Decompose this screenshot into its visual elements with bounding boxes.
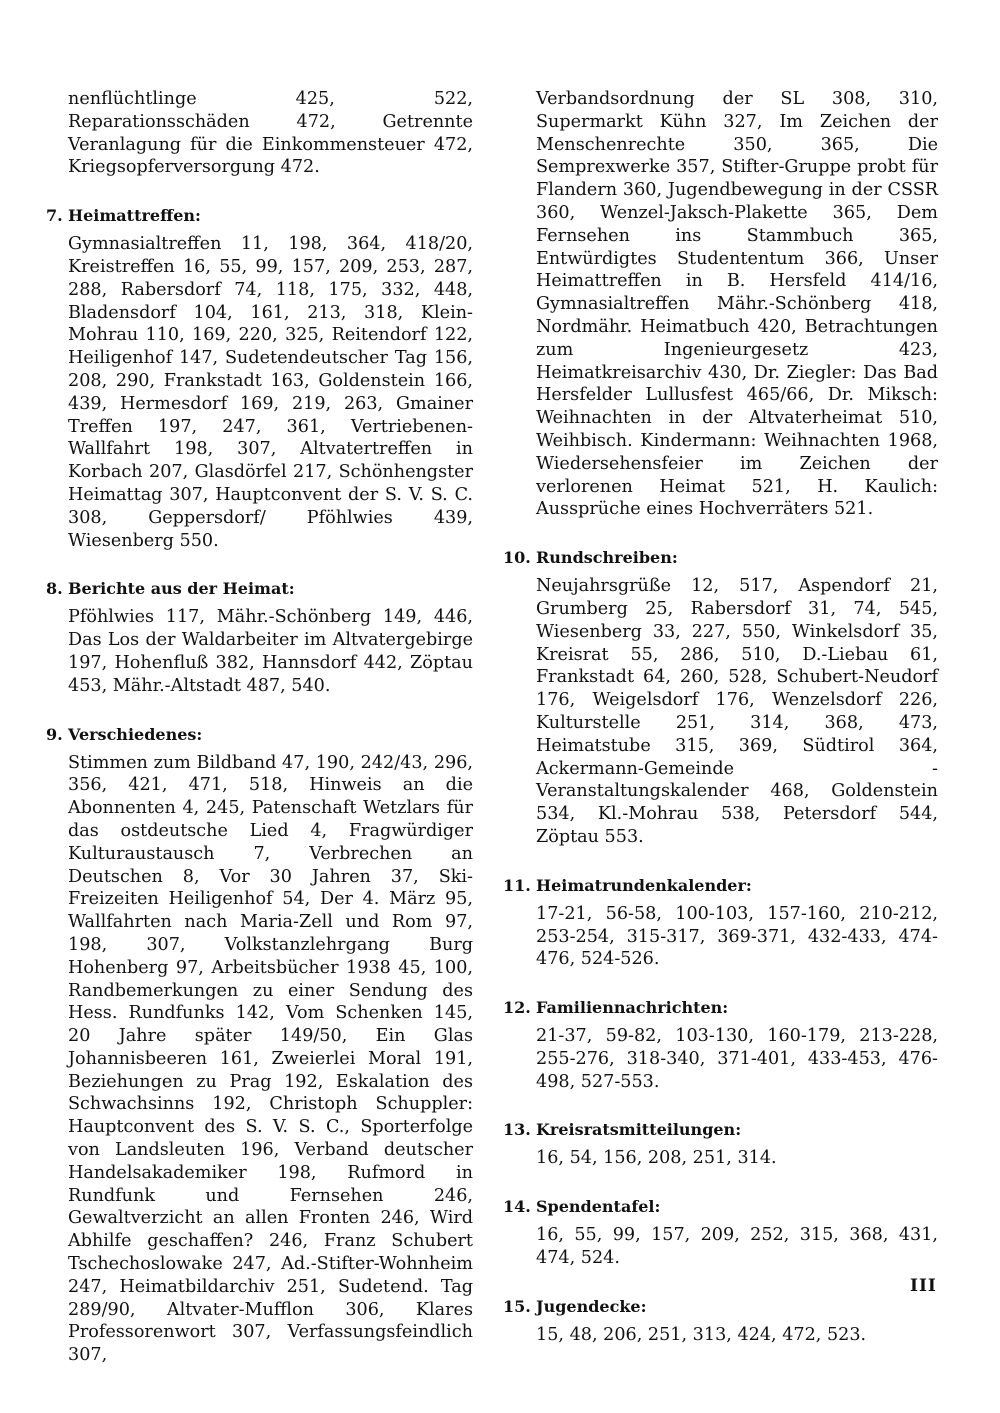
section-heading bbox=[503, 547, 938, 569]
section-body: 15, 48, 206, 251, 313, 424, 472, 523. bbox=[536, 1324, 867, 1345]
section-number: 9. bbox=[46, 724, 63, 744]
section-number: 7. bbox=[46, 206, 63, 226]
section-heading bbox=[503, 997, 938, 1019]
section-title: Verschiedenes: bbox=[68, 724, 203, 744]
section-jugendecke bbox=[503, 1296, 938, 1347]
section-number: 12. bbox=[503, 998, 531, 1018]
section-heading bbox=[503, 875, 938, 897]
section-body: 16, 55, 99, 157, 209, 252, 315, 368, 431, 474, 524. bbox=[536, 1225, 938, 1269]
section-number: 11. bbox=[503, 875, 531, 895]
section-number: 15. bbox=[503, 1296, 531, 1316]
section-heading bbox=[46, 578, 473, 600]
section-title: Rundschreiben: bbox=[536, 548, 678, 568]
section-kreisratsmitteilungen bbox=[503, 1119, 938, 1170]
continued-text: nenflüchtlinge 425, 522, Reparationsschäden 472, Getrennte Veranlagung für die Einkommensteuer 472, Kriegsopferversorgung 472. bbox=[68, 89, 473, 178]
section-body: 17-21, 56-58, 100-103, 157-160, 210-212, 253-254, 315-317, 369-371, 432-433, 474-476, 524-526. bbox=[536, 903, 938, 970]
section-body: 16, 54, 156, 208, 251, 314. bbox=[536, 1148, 777, 1169]
section-title: Kreisratsmitteilungen: bbox=[536, 1120, 742, 1140]
section-body: Neujahrsgrüße 12, 517, Aspendorf 21, Grumberg 25, Rabersdorf 31, 74, 545, Wiesenberg 33, 227, 550, Winkelsdorf 35, Kreisrat 55, 286, 510, D.-Liebau 61, Frankstadt 64, 260, 528, Schubert-Neudorf 176, Weigelsdorf 176, Wenzelsdorf 226, Kulturstelle 251, 314, 368, 473, Heimatstube 315, 369, Südtirol 364, Ackermann-Gemeinde - Veranstaltungskalender 468, Goldenstein 534, Kl.-Mohrau 538, Petersdorf 544, Zöptau 553. bbox=[536, 576, 938, 847]
section-title: Heimatrundenkalender: bbox=[536, 875, 752, 895]
section-body: Stimmen zum Bildband 47, 190, 242/43, 296, 356, 421, 471, 518, Hinweis an die Abonnenten 4, 245, Patenschaft Wetzlars für das ostdeutsche Lied 4, Fragwürdiger Kulturaustausch 7, Verbrechen an Deutschen 8, Vor 30 Jahren 37, Ski-Freizeiten Heiligenhof 54, Der 4. März 95, Wallfahrten nach Maria-Zell und Rom 97, 198, 307, Volkstanzlehrgang Burg Hohenberg 97, Arbeitsbücher 1938 45, 100, Randbemerkungen zu einer Sendung des Hess. Rundfunks 142, Vom Schenken 145, 20 Jahre später 149/50, Ein Glas Johannisbeeren 161, Zweierlei Moral 191, Beziehungen zu Prag 192, Eskalation des Schwachsinns 192, Christoph Schuppler: Hauptconvent des S. V. S. C., Sporterfolge von Landsleuten 196, Verband deutscher Handelsakademiker 198, Rufmord in Rundfunk und Fernsehen 246, Gewaltverzicht an allen Fronten 246, Wird Abhilfe geschaffen? 246, Franz Schubert Tschechoslowake 247, Ad.-Stifter-Wohnheim 247, Heimatbildarchiv 251, Sudetend. Tag 289/90, Altvater-Mufflon 306, Klares Professorenwort 307, Verfassungsfeindlich 307, bbox=[68, 752, 473, 1366]
section-title: Berichte aus der Heimat: bbox=[68, 579, 295, 599]
section-title: Spendentafel: bbox=[536, 1197, 661, 1217]
section-heimattreffen bbox=[46, 205, 473, 552]
section-title: Heimattreffen: bbox=[68, 206, 201, 226]
section-berichte-aus-der-heimat bbox=[46, 578, 473, 697]
section-spendentafel bbox=[503, 1196, 938, 1270]
section-number: 13. bbox=[503, 1120, 531, 1140]
section-number: 14. bbox=[503, 1197, 531, 1217]
section-body: Pföhlwies 117, Mähr.-Schönberg 149, 446, Das Los der Waldarbeiter im Altvatergebirge 197, Hohenfluß 382, Hannsdorf 442, Zöptau 453, Mähr.-Altstadt 487, 540. bbox=[68, 607, 473, 696]
section-number: 8. bbox=[46, 579, 63, 599]
section-heading bbox=[46, 724, 473, 746]
section-heading bbox=[503, 1119, 938, 1141]
section-heimatrundenkalender bbox=[503, 875, 938, 971]
section-body: Gymnasialtreffen 11, 198, 364, 418/20, Kreistreffen 16, 55, 99, 157, 209, 253, 287, 288, Rabersdorf 74, 118, 175, 332, 448, Bladensdorf 104, 161, 213, 318, Klein-Mohrau 110, 169, 220, 325, Reitendorf 122, Heiligenhof 147, Sudetendeutscher Tag 156, 208, 290, Frankstadt 163, Goldenstein 166, 439, Hermesdorf 169, 219, 263, Gmainer Treffen 197, 247, 361, Vertriebenen-Wallfahrt 198, 307, Altvatertreffen in Korbach 207, Glasdörfel 217, Schönhengster Heimattag 307, Hauptconvent der S. V. S. C. 308, Geppersdorf/ Pföhlwies 439, Wiesenberg 550. bbox=[68, 234, 473, 551]
section-body: 21-37, 59-82, 103-130, 160-179, 213-228, 255-276, 318-340, 371-401, 433-453, 476-498, 527-553. bbox=[536, 1026, 938, 1092]
right-column bbox=[503, 88, 938, 1347]
continued-text: Verbandsordnung der SL 308, 310, Supermarkt Kühn 327, Im Zeichen der Menschenrechte 350, 365, Die Semprexwerke 357, Stifter-Gruppe probt für Flandern 360, Jugendbewegung in der CSSR 360, Wenzel-Jaksch-Plakette 365, Dem Fernsehen ins Stammbuch 365, Entwürdigtes Studententum 366, Unser Heimattreffen in B. Hersfeld 414/16, Gymnasialtreffen Mähr.-Schönberg 418, Nordmähr. Heimatbuch 420, Betrachtungen zum Ingenieurgesetz 423, Heimatkreisarchiv 430, Dr. Ziegler: Das Bad Hersfelder Lullusfest 465/66, Dr. Miksch: Weihnachten in der Altvaterheimat 510, Weihbisch. Kindermann: Weihnachten 1968, Wiedersehensfeier im Zeichen der verlorenen Heimat 521, H. Kaulich: Aussprüche eines Hochverräters 521. bbox=[536, 89, 938, 520]
left-column bbox=[46, 88, 473, 1367]
page-number: III bbox=[910, 1276, 937, 1296]
section-number: 10. bbox=[503, 548, 531, 568]
section-title: Jugendecke: bbox=[536, 1296, 647, 1316]
section-heading bbox=[46, 205, 473, 227]
section-rundschreiben bbox=[503, 547, 938, 849]
section-familiennachrichten bbox=[503, 997, 938, 1093]
section-heading bbox=[503, 1296, 938, 1318]
section-verschiedenes bbox=[46, 724, 473, 1368]
section-heading bbox=[503, 1196, 938, 1218]
section-title: Familiennachrichten: bbox=[536, 998, 729, 1018]
